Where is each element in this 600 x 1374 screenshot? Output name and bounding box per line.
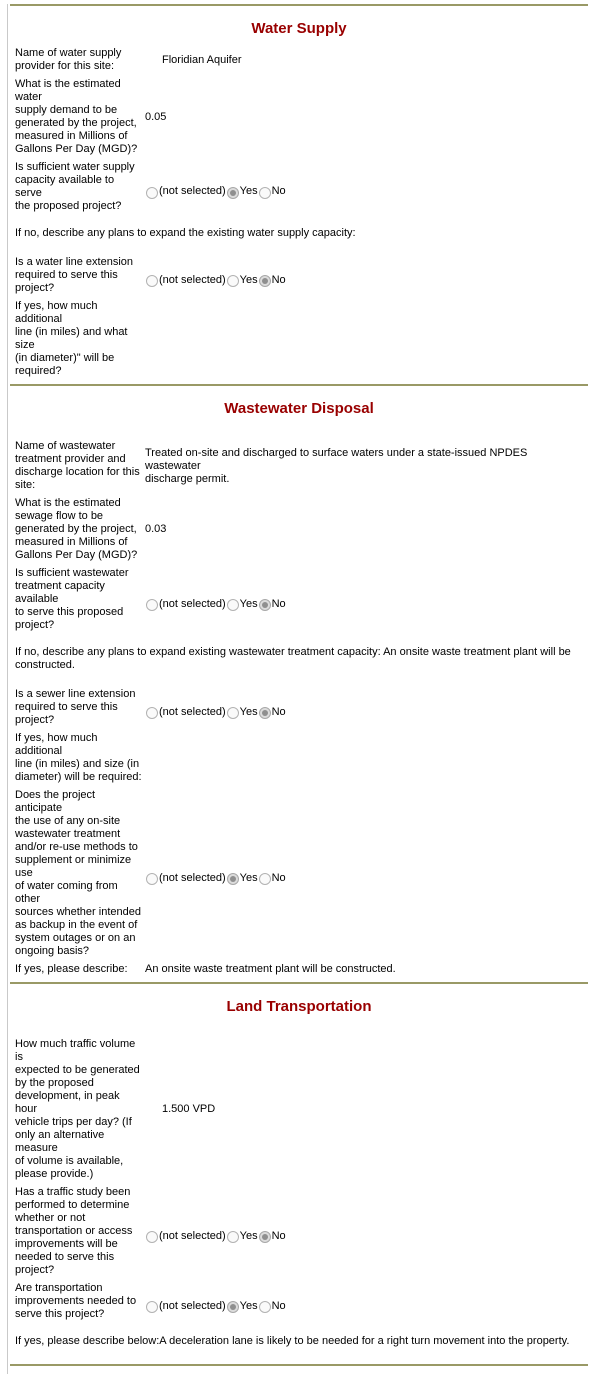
radio-no[interactable] bbox=[259, 873, 271, 885]
field-label: Are transportation improvements needed to serve this project? bbox=[15, 1282, 137, 1320]
radio-label: No bbox=[271, 597, 286, 610]
radio-label: No bbox=[271, 871, 286, 884]
field-value: Floridian Aquifer bbox=[162, 53, 242, 66]
field-label: Name of water supply provider for this site: bbox=[15, 47, 122, 72]
top-divider bbox=[10, 4, 588, 6]
field-label: Is sufficient water supply capacity available to serve the proposed project? bbox=[15, 161, 135, 212]
radio-label: No bbox=[271, 1229, 286, 1242]
radio-yes[interactable] bbox=[227, 1301, 239, 1313]
field-label: Is a sewer line extension required to serve this project? bbox=[15, 688, 136, 726]
radio-label: Yes bbox=[239, 185, 258, 197]
radio-group bbox=[145, 871, 286, 885]
radio-label: No bbox=[271, 185, 286, 197]
radio-label: Yes bbox=[239, 273, 258, 286]
field-label: What is the estimated water supply demand to be generated by the project, measured in Millions of Gallons Per Day (MGD)? bbox=[15, 78, 138, 155]
radio-no[interactable] bbox=[259, 187, 271, 199]
field-label: How much traffic volume is expected to be generated by the proposed development, in peak hour vehicle trips per day? (If only an alternative measure of volume is available, please provide.) bbox=[15, 1038, 140, 1180]
radio-no[interactable] bbox=[259, 1301, 271, 1313]
radio-label: (not selected) bbox=[159, 597, 226, 610]
section-title-wastewater: Wastewater Disposal bbox=[224, 400, 374, 417]
radio-no[interactable] bbox=[259, 599, 271, 611]
field-value: 0.05 bbox=[145, 110, 167, 123]
form-row-sewer-extension bbox=[15, 688, 583, 727]
field-label: Does the project anticipate the use of any on-site wastewater treatment and/or re-use methods to supplement or minimize use of water coming from other sources whether intended as backup in the event of system outages or on an ongoing basis? bbox=[15, 789, 141, 957]
note-expand-wastewater-capacity: If no, describe any plans to expand existing wastewater treatment capacity: An onsite waste treatment plant will be constructed. bbox=[15, 646, 571, 671]
radio-yes[interactable] bbox=[227, 599, 239, 611]
radio-label: (not selected) bbox=[159, 185, 226, 197]
radio-not-selected[interactable] bbox=[146, 1231, 158, 1243]
radio-yes[interactable] bbox=[227, 275, 239, 287]
radio-yes[interactable] bbox=[227, 1231, 239, 1243]
field-value: 0.03 bbox=[145, 523, 167, 535]
radio-not-selected[interactable] bbox=[146, 707, 158, 719]
form-row-water-provider bbox=[15, 47, 583, 73]
section-divider bbox=[10, 384, 588, 386]
bottom-divider bbox=[10, 1364, 588, 1366]
radio-no[interactable] bbox=[259, 707, 271, 719]
radio-no[interactable] bbox=[259, 275, 271, 287]
field-label: Is sufficient wastewater treatment capacity available to serve this proposed project? bbox=[15, 567, 129, 631]
radio-label: (not selected) bbox=[159, 273, 226, 286]
form-row-traffic-volume bbox=[15, 1038, 583, 1181]
radio-not-selected[interactable] bbox=[146, 275, 158, 287]
section-divider bbox=[10, 982, 588, 984]
radio-no[interactable] bbox=[259, 1231, 271, 1243]
field-label: If yes, how much additional line (in miles) and what size (in diameter)" will be required? bbox=[15, 300, 128, 377]
radio-group bbox=[145, 185, 286, 199]
radio-group bbox=[145, 273, 286, 287]
radio-yes[interactable] bbox=[227, 187, 239, 199]
field-label: If yes, please describe: bbox=[15, 963, 128, 975]
radio-label: (not selected) bbox=[159, 1229, 226, 1242]
radio-label: Yes bbox=[239, 1299, 258, 1312]
form-row-wastewater-provider bbox=[15, 440, 583, 492]
field-label: Is a water line extension required to serve this project? bbox=[15, 256, 134, 294]
radio-not-selected[interactable] bbox=[146, 599, 158, 611]
radio-label: (not selected) bbox=[159, 871, 226, 884]
radio-label: (not selected) bbox=[159, 1299, 226, 1312]
form-row-water-sufficient bbox=[15, 161, 583, 213]
radio-label: No bbox=[271, 705, 286, 718]
section-title-land-transportation: Land Transportation bbox=[226, 998, 372, 1015]
form-row-wastewater-describe bbox=[15, 963, 583, 976]
radio-label: Yes bbox=[239, 705, 258, 718]
radio-label: Yes bbox=[239, 1229, 258, 1242]
form-row-water-line-extension bbox=[15, 256, 583, 295]
field-value: An onsite waste treatment plant will be constructed. bbox=[145, 963, 396, 975]
radio-group bbox=[145, 705, 286, 719]
radio-label: Yes bbox=[239, 871, 258, 884]
radio-yes[interactable] bbox=[227, 707, 239, 719]
note-transportation-describe: If yes, please describe below:A deceleration lane is likely to be needed for a right turn movement into the property. bbox=[15, 1335, 570, 1347]
radio-label: No bbox=[271, 273, 286, 286]
field-label: If yes, how much additional line (in miles) and size (in diameter) will be required: bbox=[15, 732, 142, 783]
field-label: What is the estimated sewage flow to be generated by the project, measured in Millions of Gallons Per Day (MGD)? bbox=[15, 497, 138, 561]
field-value: 1.500 VPD bbox=[162, 1103, 216, 1115]
radio-label: (not selected) bbox=[159, 705, 226, 718]
form-row-water-demand bbox=[15, 78, 583, 156]
radio-group bbox=[145, 597, 286, 611]
radio-label: No bbox=[271, 1299, 286, 1312]
field-value: Treated on-site and discharged to surface waters under a state-issued NPDES wastewater discharge permit. bbox=[145, 446, 528, 485]
form-row-sewage-flow bbox=[15, 497, 583, 562]
form-row-improvements-needed bbox=[15, 1282, 583, 1321]
field-label: Name of wastewater treatment provider and discharge location for this site: bbox=[15, 440, 140, 491]
section-title-water-supply: Water Supply bbox=[251, 20, 347, 37]
radio-yes[interactable] bbox=[227, 873, 239, 885]
form-row-sewer-additional-line bbox=[15, 732, 583, 784]
form-row-traffic-study bbox=[15, 1186, 583, 1277]
radio-group bbox=[145, 1229, 286, 1243]
radio-label: Yes bbox=[239, 597, 258, 610]
radio-not-selected[interactable] bbox=[146, 187, 158, 199]
form-row-onsite-reuse bbox=[15, 789, 583, 958]
form-row-water-additional-line bbox=[15, 300, 583, 378]
radio-not-selected[interactable] bbox=[146, 873, 158, 885]
note-expand-water-capacity: If no, describe any plans to expand the existing water supply capacity: bbox=[15, 227, 356, 239]
radio-group bbox=[145, 1299, 286, 1313]
form-row-wastewater-sufficient bbox=[15, 567, 583, 632]
field-label: Has a traffic study been performed to determine whether or not transportation or access improvements will be needed to serve this project? bbox=[15, 1186, 133, 1276]
form-page bbox=[7, 4, 591, 1374]
radio-not-selected[interactable] bbox=[146, 1301, 158, 1313]
